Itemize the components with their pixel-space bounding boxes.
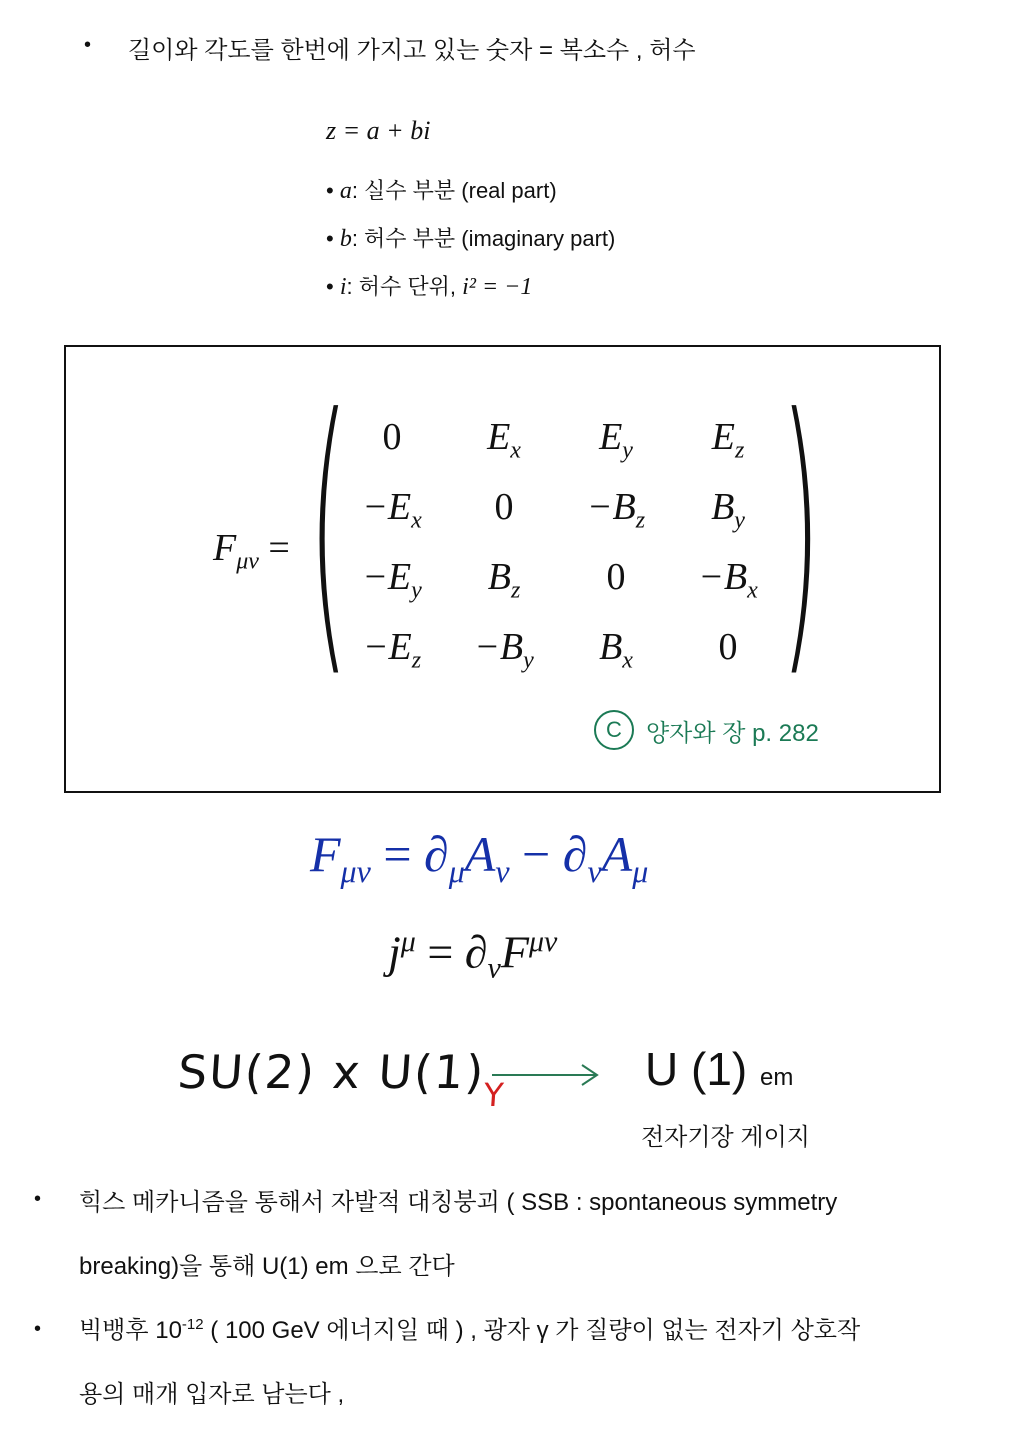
bullet: • <box>34 1318 42 1340</box>
item-desc: : 허수 단위, <box>346 274 463 299</box>
matrix-cell: $-E_y$ <box>362 556 422 604</box>
bigbang-line-1: 빅뱅후 $10^{-12}$ ( 100 GeV 에너지일 때 ) , 광자 γ 가 질량이 없는 전자기 상호작 <box>79 1316 861 1344</box>
matrix-cell: $-B_y$ <box>474 626 534 674</box>
var-i: i <box>339 274 347 300</box>
u1-caption: 전자기장 게이지 <box>641 1124 810 1151</box>
current-equation: $j^\mu = \partial_\nu F^{\mu\nu}$ <box>388 925 558 985</box>
complex-item-i <box>326 270 532 301</box>
item-desc: : 실수 부분 (real part) <box>351 178 557 203</box>
matrix-cell: $-B_x$ <box>698 556 758 604</box>
matrix-cell: 0 <box>494 486 514 528</box>
field-strength-equation: $F_{\mu\nu} = \partial_\mu A_\nu - \partial_\nu A_\mu$ <box>310 826 649 889</box>
bullet: • <box>34 1188 42 1210</box>
matrix-cell: $-B_z$ <box>586 486 646 534</box>
complex-equation: z = a + bi <box>326 116 431 145</box>
bigbang-line-2: 용의 매개 입자로 남는다 , <box>79 1381 345 1408</box>
credit-text: 양자와 장 p. 282 <box>646 719 819 747</box>
complex-item-a <box>326 174 557 205</box>
right-bracket: ) <box>780 355 822 704</box>
matrix-cell: $B_y$ <box>711 486 745 534</box>
matrix-cell: 0 <box>718 626 738 668</box>
item-desc: : 허수 부분 (imaginary part) <box>351 226 616 251</box>
matrix-cell: $E_x$ <box>487 416 521 464</box>
bullet: • <box>84 34 92 56</box>
list-dot: • <box>326 226 334 251</box>
matrix-cell: 0 <box>606 556 626 598</box>
list-dot: • <box>326 274 334 299</box>
credit-line <box>594 710 819 750</box>
matrix-cell: $E_z$ <box>711 416 745 464</box>
list-dot: • <box>326 178 334 203</box>
ssb-line-1: 힉스 메카니즘을 통해서 자발적 대칭붕괴 ( SSB : spontaneous symmetry <box>79 1189 838 1216</box>
hypercharge-subscript: Y <box>482 1076 507 1114</box>
matrix-cell: $B_z$ <box>487 556 521 604</box>
matrix-cell: $-E_x$ <box>362 486 422 534</box>
field-tensor-lhs: $F_{\mu\nu}$ = <box>213 527 290 575</box>
var-b: b <box>339 226 352 252</box>
arrow-icon <box>490 1060 602 1090</box>
left-bracket: ( <box>308 355 350 704</box>
matrix-cell: $E_y$ <box>599 416 633 464</box>
matrix-cell: $-E_z$ <box>362 626 422 674</box>
intro-text: 길이와 각도를 한번에 가지고 있는 숫자 = 복소수 , 허수 <box>128 37 696 64</box>
u1-em-group: U (1) em <box>645 1043 794 1095</box>
matrix-cell: $B_x$ <box>599 626 633 674</box>
var-a: a <box>339 178 352 204</box>
complex-item-b <box>326 222 615 253</box>
ssb-line-2: breaking)을 통해 U(1) em 으로 간다 <box>79 1253 455 1280</box>
i-squared-identity: i² = −1 <box>462 274 533 300</box>
matrix-cell: 0 <box>382 416 402 458</box>
copyright-icon: C <box>594 710 634 750</box>
handwritten-symmetry-group: SU(2) x $U(1)_Y$ <box>176 1045 507 1114</box>
